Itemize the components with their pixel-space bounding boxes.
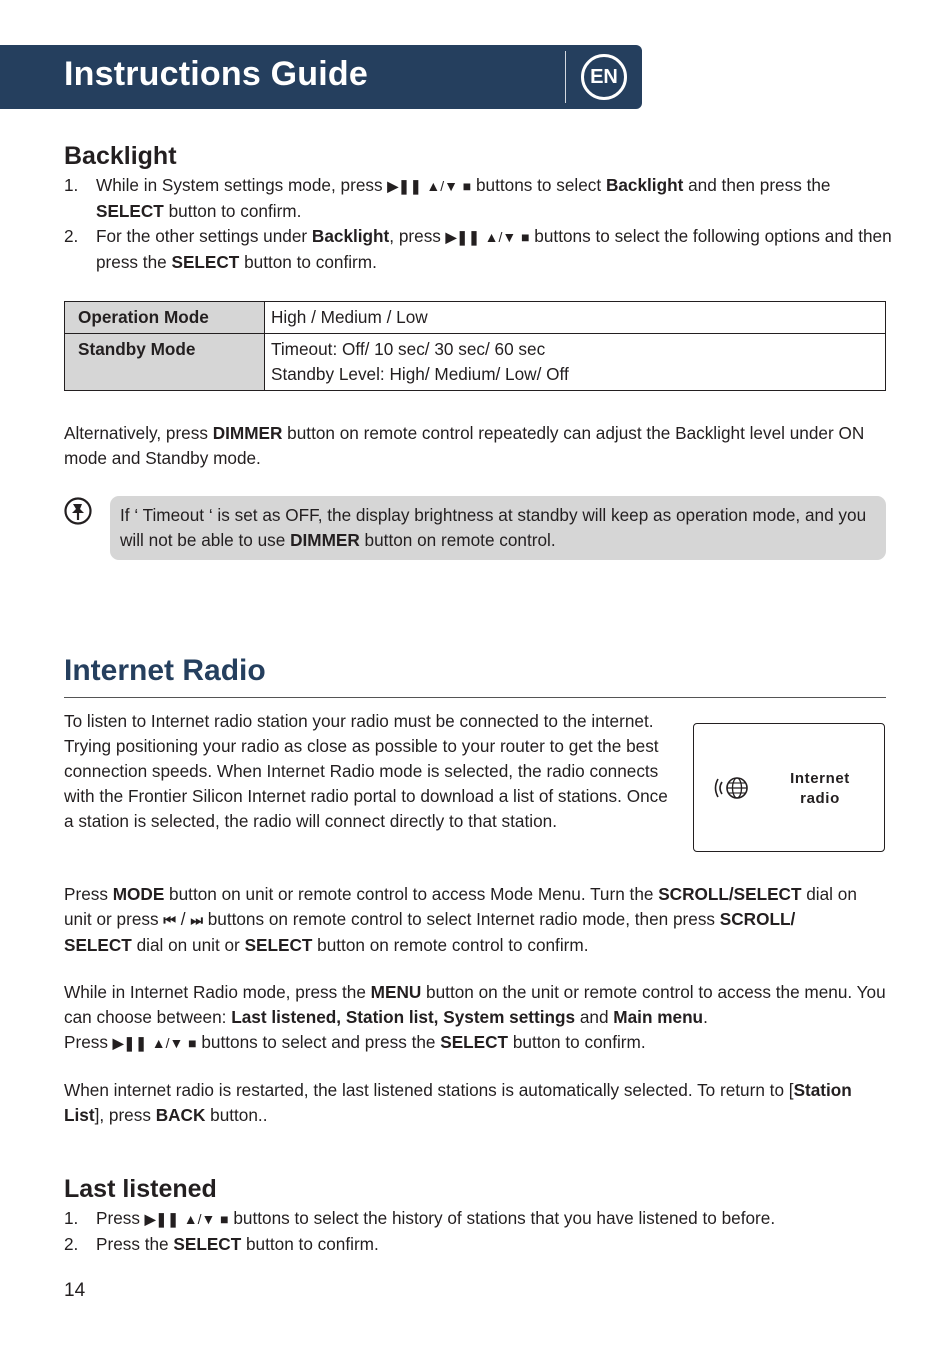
last-listened-steps — [64, 1206, 894, 1257]
pin-icon — [64, 497, 92, 525]
stop-icon: ■ — [462, 178, 472, 194]
menu-paragraph: While in Internet Radio mode, press the MENU button on the unit or remote control to access the menu. You can choose between: Last listened, Station list, System settings and Main menu. Press ▶❚❚ ▲/▼ ■ buttons to select and press the SELECT button to confirm. — [64, 982, 886, 1052]
table-cell-options: Timeout: Off/ 10 sec/ 30 sec/ 60 sec Standby Level: High/ Medium/ Low/ Off — [265, 334, 886, 391]
table-cell-mode: Standby Mode — [65, 334, 265, 391]
up-down-icon: ▲/▼ — [484, 229, 517, 245]
play-pause-icon: ▶❚❚ — [112, 1035, 147, 1051]
restart-paragraph: When internet radio is restarted, the last listened stations is automatically selected. To return to [Station List], press BACK button.. — [64, 1080, 852, 1125]
internet-radio-heading: Internet Radio — [64, 654, 266, 687]
last-listened-heading: Last listened — [64, 1175, 217, 1203]
globe-signal-icon — [712, 774, 752, 802]
list-item: 2. For the other settings under Backlight, press ▶❚❚ ▲/▼ ■ buttons to select the following options and then press the SELECT button to confirm. — [64, 226, 892, 272]
previous-track-icon: ⏮ — [163, 912, 176, 928]
stop-icon: ■ — [521, 229, 530, 245]
play-pause-icon: ▶❚❚ — [144, 1211, 179, 1227]
stop-icon: ■ — [220, 1211, 229, 1227]
mode-paragraph: Press MODE button on unit or remote control to access Mode Menu. Turn the SCROLL/SELECT dial on unit or press ⏮ / ⏭ buttons on remote control to select Internet radio mode, then press SCROLL/ SELECT dial on unit or SELECT button on remote control to confirm. — [64, 884, 857, 955]
list-item: 1. While in System settings mode, press ▶❚❚ ▲/▼ ■ buttons to select Backlight and then press the SELECT button to confirm. — [64, 175, 831, 221]
play-pause-icon: ▶❚❚ — [445, 229, 480, 245]
table-row — [65, 334, 886, 391]
table-cell-mode: Operation Mode — [65, 302, 265, 334]
banner-divider — [565, 51, 566, 103]
stop-icon: ■ — [188, 1035, 197, 1051]
backlight-steps — [64, 173, 894, 275]
dimmer-paragraph: Alternatively, press DIMMER button on remote control repeatedly can adjust the Backlight level under ON mode and Standby mode. — [64, 423, 865, 468]
internet-radio-intro: To listen to Internet radio station your radio must be connected to the internet. Trying positioning your radio as close as possible to your router to get the best connection speeds. When Internet Radio mode is selected, the radio connects with the Frontier Silicon Internet radio portal to download a list of stations. Once a station is selected, the radio will connect directly to that station. — [64, 711, 668, 831]
page-title: Instructions Guide — [64, 55, 368, 93]
note-box: If ‘ Timeout ‘ is set as OFF, the display brightness at standby will keep as operation mode, and you will not be able to use DIMMER button on remote control. — [110, 496, 886, 560]
play-pause-icon: ▶❚❚ — [387, 178, 422, 194]
header-banner — [0, 45, 642, 109]
table-cell-options: High / Medium / Low — [265, 302, 886, 334]
up-down-icon: ▲/▼ — [426, 178, 458, 194]
display-screen-illustration — [693, 723, 885, 852]
up-down-icon: ▲/▼ — [151, 1035, 184, 1051]
page-number: 14 — [64, 1280, 86, 1301]
section-divider — [64, 697, 886, 698]
backlight-heading: Backlight — [64, 142, 177, 170]
up-down-icon: ▲/▼ — [183, 1211, 216, 1227]
language-badge: EN — [581, 54, 627, 100]
next-track-icon: ⏭ — [190, 912, 203, 928]
list-item: 1. Press ▶❚❚ ▲/▼ ■ buttons to select the history of stations that you have listened to before. — [64, 1208, 776, 1228]
table-row — [65, 302, 886, 334]
backlight-settings-table — [64, 301, 886, 391]
screen-label: Internet radio — [790, 770, 850, 807]
list-item: 2. Press the SELECT button to confirm. — [64, 1234, 379, 1254]
